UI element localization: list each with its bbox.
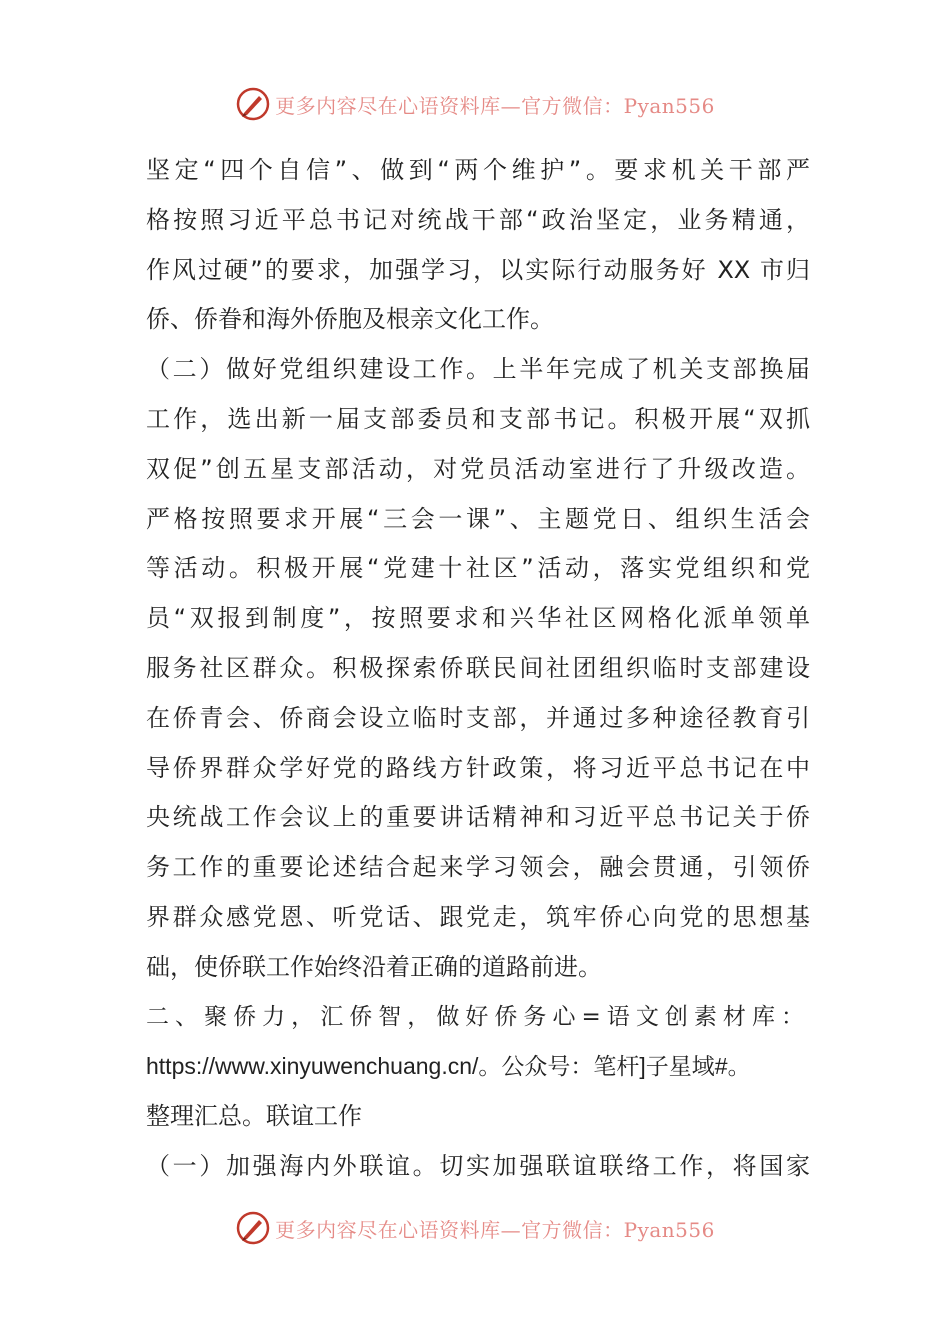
pen-logo-icon [235,86,271,122]
text-line: 整理汇总。联谊工作 [146,1102,362,1131]
text-line: 工作，选出新一届支部委员和支部书记。积极开展“双抓 [146,404,810,433]
text-line: （二）做好党组织建设工作。上半年完成了机关支部换届 [146,355,810,384]
text-line: 界群众感党恩、听党话、跟党走，筑牢侨心向党的思想基 [146,902,810,931]
text-line: 坚定“四个自信”、做到“两个维护”。要求机关干部严 [146,156,810,184]
text-line: 格按照习近平总书记对统战干部“政治坚定，业务精通， [146,205,810,234]
banner-text: 更多内容尽在心语资料库—官方微信：Pyan556 [275,1217,715,1242]
banner-text: 更多内容尽在心语资料库—官方微信：Pyan556 [275,93,715,118]
text-line: 二、聚侨力，汇侨智，做好侨务心=语文创素材库： [146,1003,810,1030]
text-line: 侨、侨眷和海外侨胞及根亲文化工作。 [146,305,554,334]
text-line: 严格按照要求开展“三会一课”、主题党日、组织生活会 [146,504,810,533]
text-line: 双促”创五星支部活动，对党员活动室进行了升级改造。 [146,454,810,483]
text-line: 央统战工作会议上的重要讲话精神和习近平总书记关于侨 [146,803,810,832]
text-line: 作风过硬”的要求，加强学习，以实际行动服务好 XX 市归 [146,255,810,284]
header-banner [0,82,950,126]
text-line: 础，使侨联工作始终沿着正确的道路前进。 [146,952,602,981]
text-line: 等活动。积极开展“党建十社区”活动，落实党组织和党 [146,554,810,583]
url-line: https://www.xinyuwenchuang.cn/。公众号：笔杆]子星域#。 [146,1053,751,1080]
text-line: 服务社区群众。积极探索侨联民间社团组织临时支部建设 [146,653,810,682]
pen-logo-icon [235,1210,271,1246]
text-line: 员“双报到制度”，按照要求和兴华社区网格化派单领单 [146,604,810,633]
document-body [146,146,810,1192]
text-line: （一）加强海内外联谊。切实加强联谊联络工作，将国家 [146,1151,810,1180]
text-line: 在侨青会、侨商会设立临时支部，并通过多种途径教育引 [146,703,810,732]
footer-banner [0,1206,950,1250]
text-line: 务工作的重要论述结合起来学习领会，融会贯通，引领侨 [146,853,810,882]
text-line: 导侨界群众学好党的路线方针政策，将习近平总书记在中 [146,753,810,782]
